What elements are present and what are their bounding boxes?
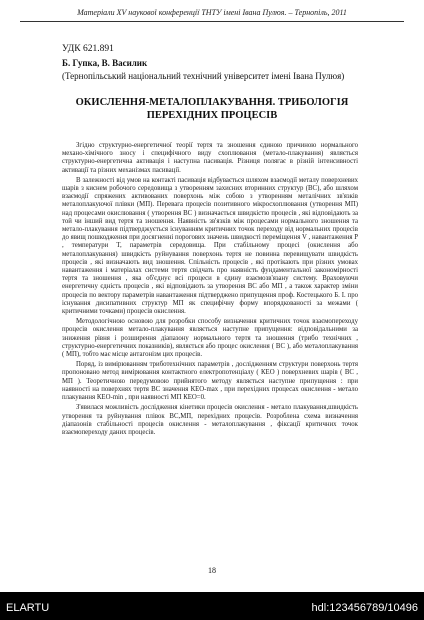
handle-identifier[interactable]: hdl:123456789/10496	[311, 602, 418, 614]
title-line-1: ОКИСЛЕННЯ-МЕТАЛОПЛАКУВАННЯ. ТРИБОЛОГІЯ	[75, 97, 349, 108]
title-line-2: ПЕРЕХІДНИХ ПРОЦЕСІВ	[146, 110, 278, 121]
page-number: 18	[208, 566, 216, 575]
article-body	[62, 142, 358, 439]
affiliation: (Тернопільський національний технічний університет імені Івана Пулюя)	[62, 71, 345, 81]
paragraph-1: Згідно структурно-енергетичної теорії тертя та зношення єдиною причиною нормального механо-хімічного зносу і специфічного виду схоплювання (метало-плакування) являється структурно-енергетична активація і наступна пасивація. Різниця полягає в різній інтенсивності активації та різних механізмах пасивації.	[62, 142, 358, 174]
paragraph-4: Поряд, із вимірюванням триботехнічних параметрів , дослідженням структури поверхонь тертя пропоновано метод вимірювання контактного електропотенціалу ( КЕО ) поверхневих шарів ( ВС , МП ). Теоретичною передумовою прийнятого методу являється наступне припущення : при наявності на поверхнях тертя ВС значення КЕО-max , при перехідних процесах окислення - метало плакування КЕО-min , при наявності МП КЕО=0.	[62, 361, 358, 402]
header-divider	[20, 21, 404, 22]
paragraph-3: Методологічною основою для розробки способу визначення критичних точок взаємопереходу процесів окислення метало-плакування являється наступне припущення: відповідальними за зниження рівня і розширення діапазону нормального тертя та зношення (трибо технічних , структурно-енергетичних показників), являється або процес окислення ( ВС ), або металоплакування ( МП), тобто має місце антагонізм цих процесів.	[62, 318, 358, 359]
udk-code: УДК 621.891	[62, 44, 114, 54]
repository-label: ELARTU	[6, 602, 50, 614]
viewer-footer	[0, 592, 424, 620]
authors: Б. Гупка, В. Василик	[62, 58, 148, 68]
paragraph-2: В залежності від умов на контакті пасивація відбувається шляхом взаємодії металу поверхневих шарів з киснем робочого середовища з утворенням захисних вторинних структур (ВС), або шляхом взаємодії спряжених активованих поверхонь між собою з утворенням металічних зв'язків металоплакуючої плівки (МП). Перевага процесів позитивного мікросхоплювання (утворення МП) над процесами окислювання ( утворення ВС ) визначається швидкістю процесів , які відповідають за той чи інший вид тертя та зношення. Наявність зв'язків між процесами нормального зношення та метало-плакування підтверджується існуванням критичних точок переходу від нормальних процесів до явищ пошкодження при досягненні порогових значень швидкості переміщення V , навантаження P , температури T, параметрів середовища. При стабільному процесі (окислення або металоплакування) швидкість руйнування поверхонь тертя не повинна перевищувати швидкість процесів , які визначають вид зношення. Спільність процесів , які протікають при різних умовах навантаження і матеріалах системи тертя свідчать про наявність фундаментальної закономірності тертя та зношення , яка об'єднує всі процеси в єдину взаємозв'язану систему. Враховуючи енергетичну єдність процесів , які відповідають за утворення ВС або МП , а також характер зміни процесів по вектору параметрів навантаження підтверджено припущення проф. Костецького Б. І. про існування дисипативних структур МП як специфічну форму впорядкованості за межами ( критичними точками) процесів окислення.	[62, 176, 358, 316]
article-title	[40, 96, 384, 122]
running-header: Матеріали XV наукової конференції ТНТУ імені Івана Пулюя. – Тернопіль, 2011	[77, 8, 347, 17]
paragraph-5: З'явилася можливість дослідження кінетики процесів окислення - метало плакування,швидкість утворення та руйнування плівок ВС,МП, перехідних процесів. Розроблена схема визначення діапазонів стабільності процесів окислення - металоплакування , фіксації критичних точок взаємопереходу даних процесів.	[62, 404, 358, 436]
